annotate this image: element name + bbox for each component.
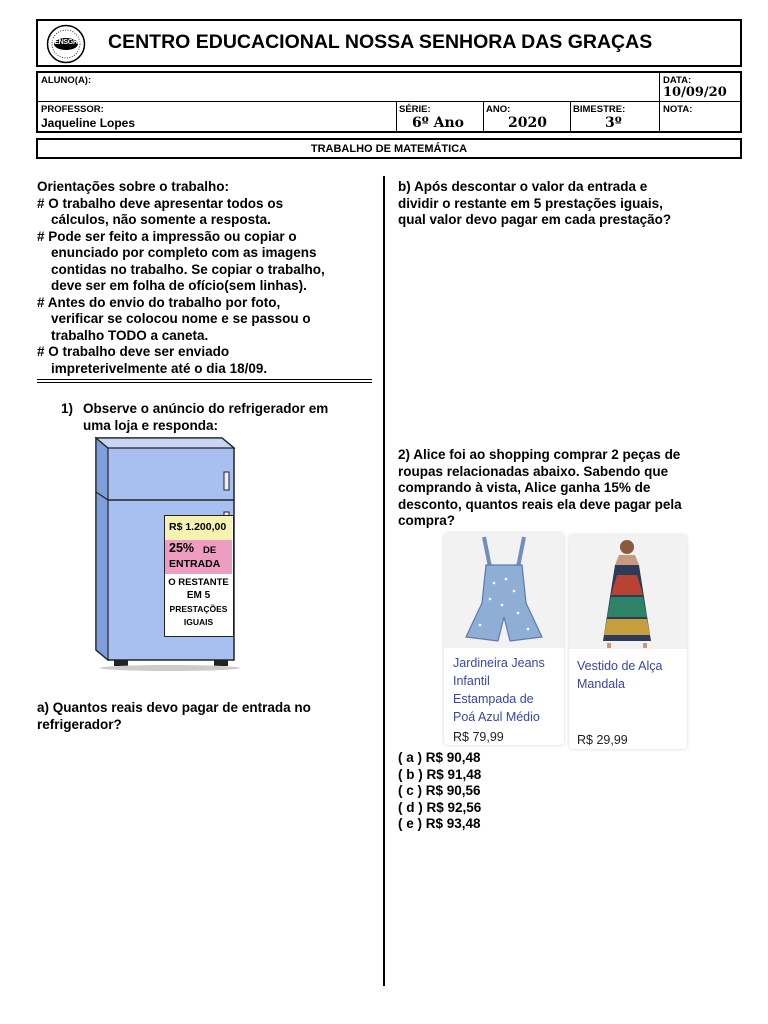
q1-text: Observe o anúncio do refrigerador em [83, 401, 329, 416]
orientacao-line: contidas no trabalho. Se copiar o trabalho, [51, 261, 325, 277]
sign-line: EM 5 [186, 590, 211, 601]
logo-text: CENSGRA [49, 39, 83, 46]
bimestre-label: BIMESTRE: [573, 104, 626, 115]
product-name-line[interactable]: Poá Azul Médio [453, 710, 540, 724]
bimestre-value: 3º [605, 115, 622, 131]
answer-option-d[interactable]: ( d ) R$ 92,56 [398, 799, 482, 815]
sign-entrada-word: ENTRADA [169, 558, 221, 570]
orientacao-line: deve ser em folha de ofício(sem linhas). [51, 278, 307, 293]
school-seal-logo [46, 24, 86, 64]
answer-option-a[interactable]: ( a ) R$ 90,48 [398, 750, 481, 765]
orientacoes-heading: Orientações sobre o trabalho: [37, 179, 230, 194]
professor-value: Jaqueline Lopes [41, 116, 136, 130]
product-card-dress[interactable] [569, 535, 687, 749]
orientacao-line: impreterivelmente até o dia 18/09. [51, 360, 268, 376]
answer-option-e[interactable]: ( e ) R$ 93,48 [398, 816, 481, 831]
product-price: R$ 29,99 [577, 733, 628, 747]
info-col-divider [659, 73, 660, 131]
fridge-price-sign [164, 515, 234, 637]
sign-entrada-de: DE [203, 545, 217, 556]
serie-value: 6º Ano [412, 115, 464, 131]
q2-text: 2) Alice foi ao shopping comprar 2 peças de [398, 447, 681, 462]
sign-line: PRESTAÇÕES [169, 604, 228, 614]
ano-value: 2020 [508, 115, 547, 131]
school-name: CENTRO EDUCACIONAL NOSSA SENHORA DAS GRAÇAS [108, 31, 653, 53]
assignment-title: TRABALHO DE MATEMÁTICA [310, 143, 468, 155]
q1-text: uma loja e responda: [83, 417, 219, 433]
sign-entrada-pct: 25% [169, 541, 195, 555]
sign-entrada-area [165, 540, 232, 574]
q2-text: comprando à vista, Alice ganha 15% de [398, 480, 651, 495]
product-name-line[interactable]: Mandala [577, 677, 625, 691]
qa-text: refrigerador? [37, 716, 122, 732]
answer-option-c[interactable]: ( c ) R$ 90,56 [398, 783, 481, 798]
ano-label: ANO: [486, 104, 511, 115]
sign-price-area [165, 516, 232, 540]
qb-text: b) Após descontar o valor da entrada e [398, 179, 648, 194]
product-name-line[interactable]: Vestido de Alça [577, 659, 663, 673]
info-col-divider [483, 102, 484, 131]
orientacao-line: # Antes do envio do trabalho por foto, [37, 294, 281, 310]
orientacao-line: cálculos, não somente a resposta. [51, 212, 271, 227]
orientacao-line: verificar se colocou nome e se passou o [51, 311, 311, 326]
overalls-image [444, 533, 564, 648]
professor-label: PROFESSOR: [41, 104, 104, 115]
qb-text: dividir o restante em 5 prestações iguais, [398, 195, 663, 211]
data-label: DATA: [663, 75, 692, 86]
section-rule [37, 379, 372, 380]
info-divider [38, 101, 740, 102]
section-rule [37, 382, 372, 383]
sign-line: IGUAIS [183, 617, 214, 627]
header-box [36, 19, 742, 67]
dress-image [569, 535, 687, 649]
orientacao-line: # O trabalho deve apresentar todos os [37, 195, 284, 211]
sign-line: O RESTANTE [168, 577, 229, 588]
nota-label: NOTA: [663, 104, 693, 115]
sign-restante-area [165, 574, 232, 636]
q2-text: roupas relacionadas abaixo. Sabendo que [398, 463, 669, 479]
product-price: R$ 79,99 [453, 730, 504, 744]
orientacao-line: # Pode ser feito a impressão ou copiar o [37, 228, 297, 244]
product-name-line[interactable]: Jardineira Jeans [453, 656, 545, 670]
serie-label: SÉRIE: [399, 104, 431, 115]
qa-text: a) Quantos reais devo pagar de entrada no [37, 700, 311, 715]
qb-text: qual valor devo pagar em cada prestação? [398, 212, 672, 227]
q2-text: compra? [398, 513, 456, 528]
data-value: 10/09/20 [663, 85, 727, 100]
product-name-line[interactable]: Infantil [453, 674, 490, 688]
product-name-line[interactable]: Estampada de [453, 692, 534, 706]
sign-price: R$ 1.200,00 [169, 521, 227, 533]
q2-text: desconto, quantos reais ela deve pagar pela [398, 496, 682, 512]
info-col-divider [570, 102, 571, 131]
orientacao-line: trabalho TODO a caneta. [51, 327, 209, 343]
aluno-label: ALUNO(A): [41, 75, 92, 86]
answer-option-b[interactable]: ( b ) R$ 91,48 [398, 766, 482, 782]
assignment-title-bar [36, 138, 742, 159]
product-card-overalls[interactable] [444, 533, 564, 745]
info-table [36, 71, 742, 133]
orientacao-line: enunciado por completo com as imagens [51, 245, 317, 260]
q1-number: 1) [61, 401, 74, 416]
column-divider [383, 176, 385, 986]
orientacao-line: # O trabalho deve ser enviado [37, 344, 230, 359]
info-col-divider [396, 102, 397, 131]
